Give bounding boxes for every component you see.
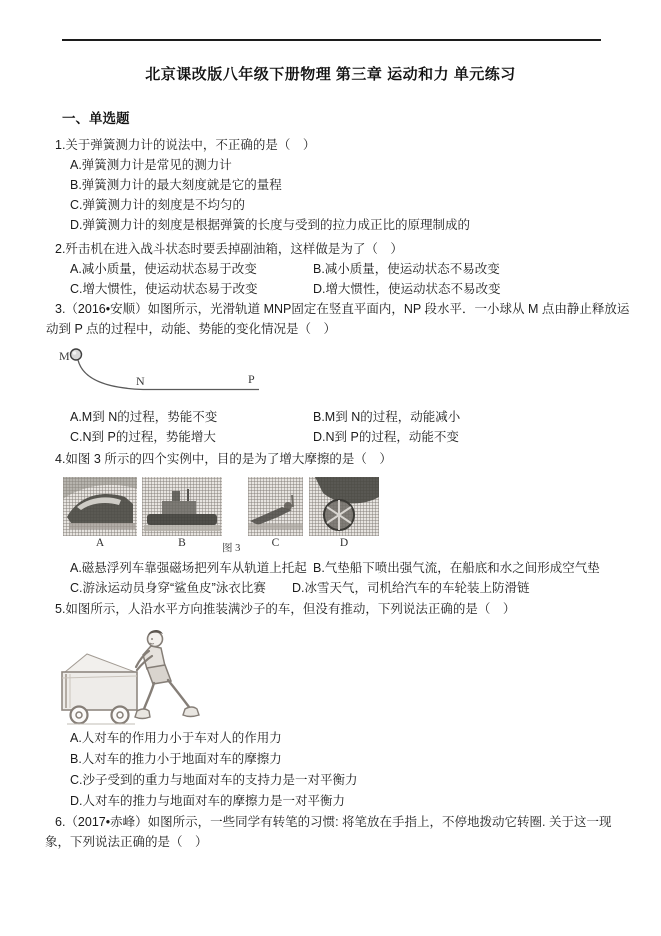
question-3-option-d: D.N到 P的过程，动能不变 xyxy=(313,430,459,444)
boy-front-shoe xyxy=(135,709,150,719)
boy-back-leg xyxy=(168,680,189,707)
question-4-stem: 4.如图 3 所示的四个实例中，目的是为了增大摩擦的是（ ） xyxy=(55,452,392,466)
figure-3-caption: 图 3 xyxy=(222,543,241,554)
question-6-stem: 6.（2017•赤峰）如图所示，一些同学有转笔的习惯: 将笔放在手指上，不停地拨动它转圈. 关于这一现象，下列说法正确的是（ ） xyxy=(45,815,612,849)
cart-wheel-left xyxy=(71,707,88,724)
figure-3-photo-d-cell xyxy=(309,477,379,550)
question-2-options-row-2 xyxy=(70,279,655,299)
track-label-p: P xyxy=(248,372,255,386)
question-5-options xyxy=(70,728,651,812)
question-1-option-c: C.弹簧测力计的刻度是不均匀的 xyxy=(70,198,246,212)
question-4-option-b: B.气垫船下喷出强气流，在船底和水之间形成空气垫 xyxy=(313,561,600,575)
cart-wheel-right xyxy=(112,707,129,724)
question-2-option-b: B.减小质量，使运动状态不易改变 xyxy=(313,262,500,276)
question-5-option-d: D.人对车的推力与地面对车的摩擦力是一对平衡力 xyxy=(70,794,346,808)
figure-3-photo-a-cell xyxy=(63,477,137,550)
question-3-options-row-1 xyxy=(70,407,655,427)
question-2-option-c: C.增大惯性，使运动状态易于改变 xyxy=(70,282,258,296)
question-2-stem: 2.歼击机在进入战斗状态时要丢掉副油箱，这样做是为了（ ） xyxy=(55,242,403,256)
question-1-options xyxy=(70,155,651,235)
question-3-options-row-2 xyxy=(70,427,655,447)
question-1-option-a: A.弹簧测力计是常见的测力计 xyxy=(70,158,232,172)
question-4-option-c: C.游泳运动员身穿“鲨鱼皮”泳衣比赛 xyxy=(70,581,266,595)
section-heading: 一、单选题 xyxy=(62,111,130,126)
sand-pile xyxy=(65,654,135,672)
ball-icon xyxy=(71,349,82,360)
track-label-m: M xyxy=(59,349,70,363)
boy-pushing-cart-figure xyxy=(57,623,227,728)
swimmer-photo xyxy=(248,477,303,536)
track-figure xyxy=(52,345,264,395)
question-4-options-row-1 xyxy=(70,558,655,578)
figure-3-label-d: D xyxy=(339,537,349,549)
question-2-option-a: A.减小质量，使运动状态易于改变 xyxy=(70,262,257,276)
figure-3-image-strip xyxy=(63,477,661,554)
question-3-option-c: C.N到 P的过程，势能增大 xyxy=(70,430,216,444)
track-label-n: N xyxy=(136,374,145,388)
header-rule xyxy=(62,39,601,41)
page-title: 北京课改版八年级下册物理 第三章 运动和力 单元练习 xyxy=(145,66,516,83)
question-5-option-c: C.沙子受到的重力与地面对车的支持力是一对平衡力 xyxy=(70,773,358,787)
question-3-option-b: B.M到 N的过程，动能减小 xyxy=(313,410,461,424)
boy-front-leg xyxy=(144,683,154,709)
question-4-options-row-2 xyxy=(70,578,655,598)
hovercraft-photo xyxy=(142,477,222,536)
question-4-option-d: D.冰雪天气，司机给汽车的车轮装上防滑链 xyxy=(292,581,530,595)
figure-3-label-a: A xyxy=(95,537,105,549)
question-1-stem: 1.关于弹簧测力计的说法中，不正确的是（ ） xyxy=(55,138,316,152)
maglev-train-photo xyxy=(63,477,137,536)
question-4-option-a: A.磁悬浮列车靠强磁场把列车从轨道上托起 xyxy=(70,561,307,575)
question-3-option-a: A.M到 N的过程，势能不变 xyxy=(70,410,218,424)
question-2-option-d: D.增大惯性，使运动状态不易改变 xyxy=(313,282,501,296)
boy-back-shoe xyxy=(183,707,199,717)
question-2-options-row-1 xyxy=(70,259,655,279)
question-1-option-b: B.弹簧测力计的最大刻度就是它的量程 xyxy=(70,178,282,192)
figure-3-label-b: B xyxy=(178,537,186,549)
snow-chain-photo xyxy=(309,477,379,536)
question-1-option-d: D.弹簧测力计的刻度是根据弹簧的长度与受到的拉力成正比的原理制成的 xyxy=(70,218,471,232)
question-5-stem: 5.如图所示，人沿水平方向推装满沙子的车，但没有推动，下列说法正确的是（ ） xyxy=(55,602,516,616)
figure-3-photo-b-cell xyxy=(142,477,222,550)
figure-3-photo-c-cell xyxy=(248,477,303,550)
question-5-option-a: A.人对车的作用力小于车对人的作用力 xyxy=(70,731,282,745)
track-curve xyxy=(78,360,143,390)
question-3-stem: 3.（2016•安顺）如图所示，光滑轨道 MNP固定在竖直平面内，NP 段水平．一小球从 M 点由静止释放运动到 P 点的过程中，动能、势能的变化情况是（ ） xyxy=(46,302,630,336)
figure-3-label-c: C xyxy=(271,537,280,549)
question-5-option-b: B.人对车的推力小于地面对车的摩擦力 xyxy=(70,752,282,766)
